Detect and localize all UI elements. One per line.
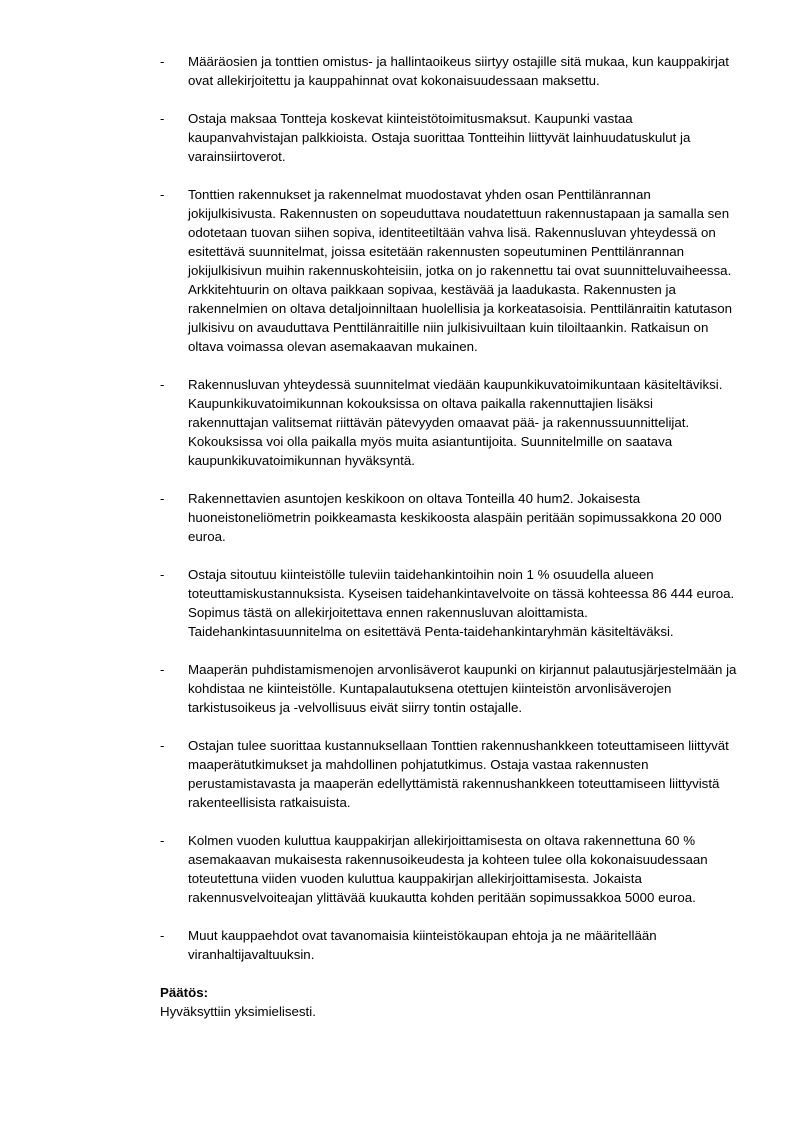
bullet-marker: - (160, 187, 165, 202)
list-item (160, 52, 737, 90)
list-item (160, 926, 737, 964)
bullet-marker: - (160, 491, 165, 506)
bullet-marker: - (160, 377, 165, 392)
bullet-text: Määräosien ja tonttien omistus- ja hallintaoikeus siirtyy ostajille sitä mukaa, kun kauppakirjat ovat allekirjoitettu ja kauppahinnat ovat kokonaisuudessaan maksettu. (188, 54, 729, 88)
list-item (160, 565, 737, 641)
bullet-marker: - (160, 662, 165, 677)
bullet-marker: - (160, 928, 165, 943)
list-item (160, 109, 737, 166)
list-item (160, 489, 737, 546)
list-item (160, 185, 737, 356)
bullet-text: Muut kauppaehdot ovat tavanomaisia kiinteistökaupan ehtoja ja ne määritellään viranhaltijavaltuuksin. (188, 928, 657, 962)
bullet-list (160, 52, 737, 964)
list-item (160, 660, 737, 717)
bullet-marker: - (160, 738, 165, 753)
list-item (160, 375, 737, 470)
bullet-marker: - (160, 54, 165, 69)
bullet-text: Ostaja maksaa Tontteja koskevat kiinteistötoimitusmaksut. Kaupunki vastaa kaupanvahvistajan palkkioista. Ostaja suorittaa Tontteihin liittyvät lainhuudatuskulut ja varainsiirtoverot. (188, 111, 691, 164)
bullet-text: Rakennettavien asuntojen keskikoon on oltava Tonteilla 40 hum2. Jokaisesta huoneistoneliömetrin poikkeamasta keskikoosta alaspäin peritään sopimussakkona 20 000 euroa. (188, 491, 722, 544)
bullet-marker: - (160, 567, 165, 582)
decision-heading: Päätös: (160, 985, 209, 1000)
decision-section (160, 983, 737, 1021)
bullet-text: Kolmen vuoden kuluttua kauppakirjan allekirjoittamisesta on oltava rakennettuna 60 % asemakaavan mukaisesta rakennusoikeudesta ja kohteen tulee olla kokonaisuudessaan toteutettuna viiden vuoden kuluttua kauppakirjan allekirjoittamisesta. Jokaista rakennusvelvoiteajan ylittävää kuukautta kohden peritään sopimussakkoa 5000 euroa. (188, 833, 708, 905)
bullet-marker: - (160, 833, 165, 848)
bullet-text: Ostaja sitoutuu kiinteistölle tuleviin taidehankintoihin noin 1 % osuudella alueen toteuttamiskustannuksista. Kyseisen taidehankintavelvoite on tässä kohteessa 86 444 euroa. Sopimus tästä on allekirjoitettava ennen rakennusluvan aloittamista. Taidehankintasuunnitelma on esitettävä Penta-taidehankintaryhmän käsiteltäväksi. (188, 567, 735, 639)
list-item (160, 736, 737, 812)
bullet-text: Ostajan tulee suorittaa kustannuksellaan Tonttien rakennushankkeen toteuttamiseen liittyvät maaperätutkimukset ja mahdollinen pohjatutkimus. Ostaja vastaa rakennusten perustamistavasta ja maaperän edellyttämistä rakennushankkeen toteuttamiseen liittyvistä rakenteellisista ratkaisuista. (188, 738, 729, 810)
bullet-marker: - (160, 111, 165, 126)
decision-text: Hyväksyttiin yksimielisesti. (160, 1004, 316, 1019)
list-item (160, 831, 737, 907)
bullet-text: Maaperän puhdistamismenojen arvonlisäverot kaupunki on kirjannut palautusjärjestelmään ja kohdistaa ne kiinteistölle. Kuntapalautuksena otettujen kiinteistön arvonlisäverojen tarkistusoikeus ja -velvollisuus eivät siirry tontin ostajalle. (188, 662, 737, 715)
bullet-text: Rakennusluvan yhteydessä suunnitelmat viedään kaupunkikuvatoimikuntaan käsiteltäviksi. Kaupunkikuvatoimikunnan kokouksissa on oltava paikalla rakennuttajien lisäksi rakennuttajan valitsemat riittävän pätevyyden omaavat pää- ja rakennussuunnittelijat. Kokouksissa voi olla paikalla myös muita asiantuntijoita. Suunnitelmille on saatava kaupunkikuvatoimikunnan hyväksyntä. (188, 377, 723, 468)
bullet-text: Tonttien rakennukset ja rakennelmat muodostavat yhden osan Penttilänrannan jokijulkisivusta. Rakennusten on sopeuduttava noudatettuun rakennustapaan ja samalla sen odotetaan tuovan siihen sopiva, identiteetiltään vahva lisä. Rakennusluvan yhteydessä on esitettävä suunnitelmat, joissa esitetään rakennusten sopeutuminen Penttilänrannan jokijulkisivun muihin rakennuskohteisiin, jotka on jo rakennettu tai ovat suunnitteluvaiheessa. Arkkitehtuurin on oltava paikkaan sopivaa, kestävää ja laadukasta. Rakennusten ja rakennelmien on oltava detaljoinniltaan huolellisia ja korkeatasoisia. Penttilänraitin katutason julkisivu on avauduttava Penttilänraitille niin julkisivuiltaan kuin tiloiltaankin. Ratkaisun on oltava voimassa olevan asemakaavan mukainen. (188, 187, 733, 354)
